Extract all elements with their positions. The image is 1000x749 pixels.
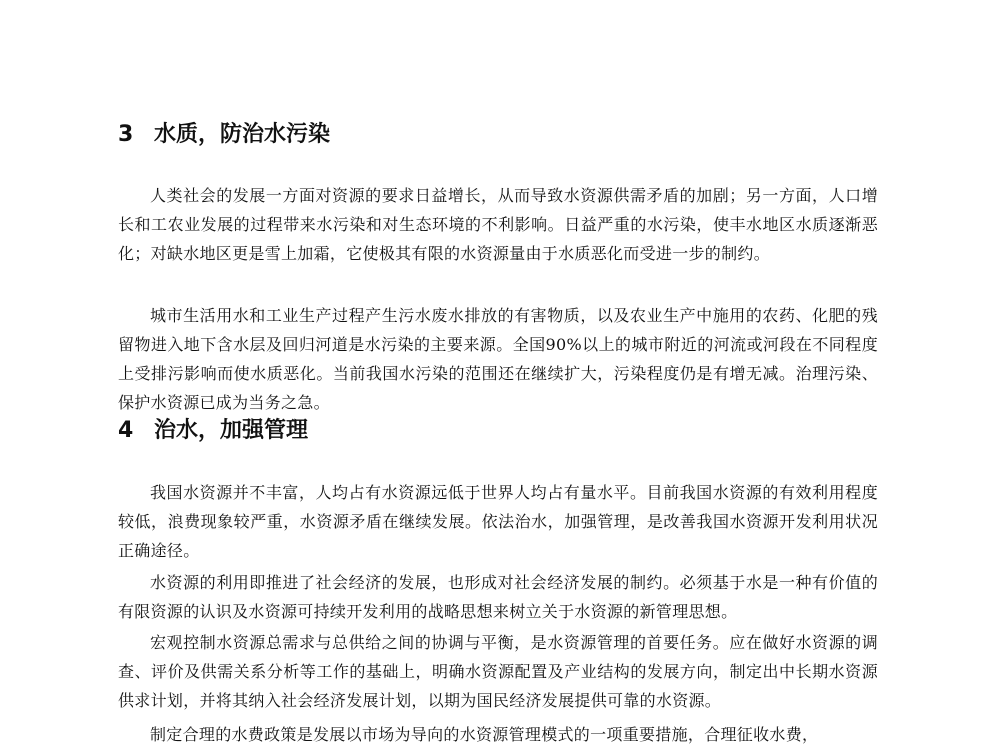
- paragraph: 制定合理的水费政策是发展以市场为导向的水资源管理模式的一项重要措施，合理征收水费，: [150, 725, 819, 744]
- paragraph: 城市生活用水和工业生产过程产生污水废水排放的有害物质，以及农业生产中施用的农药、化肥的残留物进入地下含水层及回归河道是水污染的主要来源。全国90%以上的城市附近的河流或河段在不同程度上受排污影响而使水质恶化。当前我国水污染的范围还在继续扩大，污染程度仍是有增无减。治理污染、保护水资源已成为当务之急。: [118, 306, 878, 412]
- section-number: 4: [118, 418, 134, 443]
- section-4-heading: [118, 418, 308, 444]
- paragraph: 宏观控制水资源总需求与总供给之间的协调与平衡，是水资源管理的首要任务。应在做好水资源的调查、评价及供需关系分析等工作的基础上，明确水资源配置及产业结构的发展方向，制定出中长期水资源供求计划，并将其纳入社会经济发展计划，以期为国民经济发展提供可靠的水资源。: [118, 633, 878, 710]
- paragraph: 水资源的利用即推进了社会经济的发展，也形成对社会经济发展的制约。必须基于水是一种有价值的有限资源的认识及水资源可持续开发利用的战略思想来树立关于水资源的新管理思想。: [118, 573, 878, 621]
- section-title: 水质，防治水污染: [154, 122, 331, 147]
- paragraph: 人类社会的发展一方面对资源的要求日益增长，从而导致水资源供需矛盾的加剧；另一方面，人口增长和工农业发展的过程带来水污染和对生态环境的不利影响。日益严重的水污染，使丰水地区水质逐渐恶化；对缺水地区更是雪上加霜，它使极其有限的水资源量由于水质恶化而受进一步的制约。: [118, 186, 878, 263]
- section-3-heading: [118, 122, 330, 148]
- section-title: 治水，加强管理: [154, 418, 309, 443]
- paragraph: 我国水资源并不丰富，人均占有水资源远低于世界人均占有量水平。目前我国水资源的有效利用程度较低，浪费现象较严重，水资源矛盾在继续发展。依法治水，加强管理，是改善我国水资源开发利用状况正确途径。: [118, 483, 878, 560]
- section-number: 3: [118, 122, 134, 147]
